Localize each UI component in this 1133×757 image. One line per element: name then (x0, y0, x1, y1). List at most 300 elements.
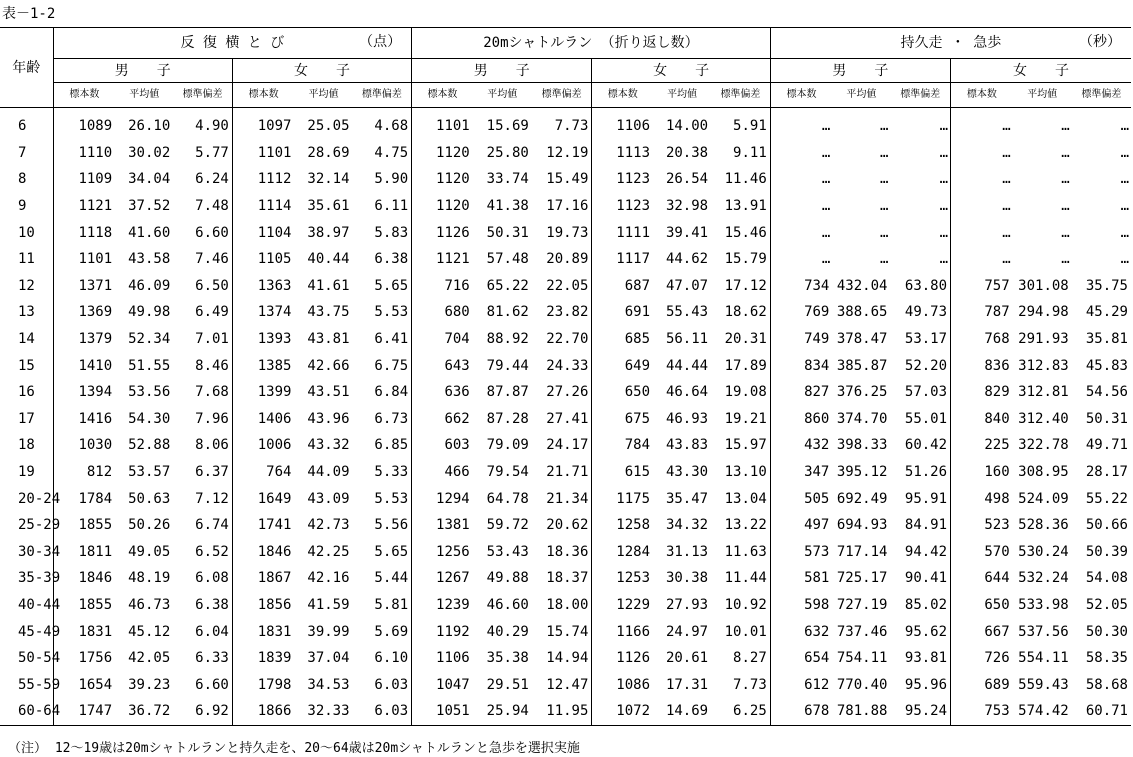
value-cell: 31.13 (665, 543, 709, 560)
value-cell: 1394 (53, 379, 115, 406)
value-cell: 5.83 (374, 224, 409, 241)
value-cell: 574.42 (1013, 698, 1072, 725)
value-cell: 685 (592, 326, 653, 353)
value-cell: 1784 (53, 485, 115, 512)
value-cell: 6.38 (195, 596, 229, 613)
value-cell: 1741 (232, 512, 294, 539)
value-cell: 41.61 (307, 277, 350, 294)
value-cell: 1114 (232, 193, 294, 220)
value-cell: 51.55 (128, 357, 171, 374)
value-cell: 41.60 (128, 224, 171, 241)
value-cell: 5.65 (374, 543, 409, 560)
value-cell: 54.08 (1085, 570, 1128, 587)
value-cell: 6.10 (374, 650, 409, 667)
value-cell: … (951, 166, 1013, 193)
column-header: 標準偏差 (173, 83, 232, 108)
value-cell: 51.26 (904, 464, 948, 481)
value-cell: 1831 (232, 618, 294, 645)
table-row (0, 193, 1131, 220)
value-cell: … (880, 224, 888, 241)
value-cell: 88.92 (486, 331, 529, 348)
value-cell: 59.72 (486, 517, 529, 534)
value-cell: 7.46 (195, 251, 229, 268)
table-row (0, 166, 1131, 193)
value-cell: 39.99 (307, 623, 350, 640)
column-header: 平均値 (1013, 83, 1072, 108)
value-cell: … (880, 251, 888, 268)
value-cell: 1369 (53, 299, 115, 326)
table-row (0, 618, 1131, 645)
value-cell: … (1120, 224, 1128, 241)
footnote: （注） 12～19歳は20mシャトルランと持久走を、20～64歳は20mシャトルランと急歩を選択実施 (8, 741, 580, 756)
value-cell: 37.04 (307, 650, 350, 667)
table-row (0, 698, 1131, 725)
value-cell: 35.81 (1085, 331, 1128, 348)
value-cell: 1030 (53, 432, 115, 459)
value-cell: 376.25 (836, 384, 888, 401)
value-cell: 1371 (53, 273, 115, 300)
value-cell: 46.60 (486, 596, 529, 613)
value-cell: 1126 (412, 219, 473, 246)
value-cell: 39.23 (128, 676, 171, 693)
value-cell: 50.30 (1085, 623, 1128, 640)
value-cell: 64.78 (486, 490, 529, 507)
value-cell: 784 (592, 432, 653, 459)
value-cell: … (951, 140, 1013, 167)
value-cell: 6.85 (374, 437, 409, 454)
value-cell: 836 (951, 352, 1013, 379)
value-cell: 32.14 (307, 171, 350, 188)
value-cell: 1393 (232, 326, 294, 353)
value-cell: 34.53 (307, 676, 350, 693)
value-cell: 33.74 (486, 171, 529, 188)
value-cell: 28.69 (307, 144, 350, 161)
value-cell: 95.91 (904, 490, 948, 507)
value-cell: 689 (951, 671, 1013, 698)
table-row (0, 512, 1131, 539)
value-cell: 27.93 (665, 596, 709, 613)
value-cell: … (880, 118, 888, 135)
value-cell: 1047 (412, 671, 473, 698)
value-cell: 1867 (232, 565, 294, 592)
value-cell: … (1120, 144, 1128, 161)
value-cell: 79.09 (486, 437, 529, 454)
value-cell: 6.50 (195, 277, 229, 294)
value-cell: 18.37 (546, 570, 589, 587)
value-cell: 398.33 (836, 437, 888, 454)
value-cell: … (1061, 118, 1069, 135)
age-cell: 8 (18, 171, 27, 188)
value-cell: … (770, 166, 832, 193)
value-cell: 52.88 (128, 437, 171, 454)
value-cell: 19.73 (546, 224, 589, 241)
value-cell: 35.75 (1085, 277, 1128, 294)
value-cell: … (770, 193, 832, 220)
value-cell: 5.56 (374, 517, 409, 534)
value-cell: 15.49 (546, 171, 589, 188)
value-cell: 1756 (53, 645, 115, 672)
value-cell: 1101 (53, 246, 115, 273)
value-cell: 1374 (232, 299, 294, 326)
value-cell: 1120 (412, 166, 473, 193)
value-cell: 94.42 (904, 543, 948, 560)
value-cell: 25.05 (307, 118, 350, 135)
value-cell: 6.92 (173, 698, 232, 725)
value-cell: 1106 (412, 645, 473, 672)
age-cell: 12 (18, 277, 35, 294)
age-cell: 30-34 (18, 543, 61, 560)
value-cell: 432.04 (836, 277, 888, 294)
table-row (0, 406, 1131, 433)
value-cell: 95.24 (890, 698, 950, 725)
age-cell: 9 (18, 198, 27, 215)
value-cell: … (770, 246, 832, 273)
age-cell: 16 (18, 384, 35, 401)
value-cell: 528.36 (1018, 517, 1069, 534)
table-row (0, 671, 1131, 698)
value-cell: 347 (770, 459, 832, 486)
table-row (0, 246, 1131, 273)
value-cell: 691 (592, 299, 653, 326)
value-cell: 18.62 (724, 304, 767, 321)
value-cell: 15.79 (724, 251, 767, 268)
value-cell: 58.68 (1085, 676, 1128, 693)
value-cell: 24.97 (665, 623, 709, 640)
value-cell: 632 (770, 618, 832, 645)
value-cell: 1839 (232, 645, 294, 672)
value-cell: 60.71 (1072, 698, 1131, 725)
value-cell: 1097 (232, 113, 294, 140)
value-cell: 40.44 (307, 251, 350, 268)
value-cell: 312.81 (1018, 384, 1069, 401)
value-cell: 5.65 (374, 277, 409, 294)
value-cell: 1363 (232, 273, 294, 300)
value-cell: 6.75 (374, 357, 409, 374)
value-cell: 15.69 (486, 118, 529, 135)
value-cell: 50.66 (1085, 517, 1128, 534)
value-cell: 43.75 (307, 304, 350, 321)
value-cell: 65.22 (486, 277, 529, 294)
value-cell: 13.22 (724, 517, 767, 534)
value-cell: 42.66 (307, 357, 350, 374)
value-cell: 692.49 (836, 490, 888, 507)
value-cell: 650 (951, 592, 1013, 619)
value-cell: 6.60 (195, 676, 229, 693)
value-cell: 644 (951, 565, 1013, 592)
value-cell: 687 (592, 273, 653, 300)
value-cell: 44.44 (665, 357, 709, 374)
value-cell: 20.61 (665, 650, 709, 667)
value-cell: 46.09 (128, 277, 171, 294)
value-cell: 26.10 (128, 118, 171, 135)
value-cell: 603 (412, 432, 473, 459)
value-cell: 17.89 (724, 357, 767, 374)
age-cell: 11 (18, 251, 35, 268)
age-cell: 10 (18, 224, 35, 241)
value-cell: 6.49 (195, 304, 229, 321)
value-cell: 15.74 (546, 623, 589, 640)
value-cell: 84.91 (904, 517, 948, 534)
value-cell: 55.43 (665, 304, 709, 321)
value-cell: 15.97 (724, 437, 767, 454)
value-cell: 1121 (53, 193, 115, 220)
age-cell: 7 (18, 144, 27, 161)
value-cell: 1121 (412, 246, 473, 273)
value-cell: 1086 (592, 671, 653, 698)
value-cell: 1109 (53, 166, 115, 193)
value-cell: 11.46 (724, 171, 767, 188)
value-cell: 1855 (53, 512, 115, 539)
value-cell: 1120 (412, 193, 473, 220)
value-cell: 1051 (412, 698, 473, 725)
value-cell: 4.90 (195, 118, 229, 135)
age-cell: 35-39 (18, 570, 61, 587)
value-cell: … (880, 144, 888, 161)
value-cell: 834 (770, 352, 832, 379)
value-cell: 20.31 (724, 331, 767, 348)
value-cell: 769 (770, 299, 832, 326)
table-row (0, 485, 1131, 512)
value-cell: 13.91 (724, 198, 767, 215)
value-cell: 49.88 (486, 570, 529, 587)
value-cell: 5.53 (374, 490, 409, 507)
group-unit: （秒） (1079, 34, 1121, 50)
value-cell: 34.32 (665, 517, 709, 534)
table-row (0, 299, 1131, 326)
value-cell: … (1120, 171, 1128, 188)
value-cell: 54.30 (128, 410, 171, 427)
value-cell: 50.63 (128, 490, 171, 507)
value-cell: 734 (770, 273, 832, 300)
value-cell: 25.94 (473, 698, 532, 725)
value-cell: 840 (951, 406, 1013, 433)
value-cell: 612 (770, 671, 832, 698)
value-cell: 1811 (53, 539, 115, 566)
value-cell: 694.93 (836, 517, 888, 534)
value-cell: 498 (951, 485, 1013, 512)
value-cell: 1399 (232, 379, 294, 406)
table-row (0, 273, 1131, 300)
value-cell: 32.98 (665, 198, 709, 215)
value-cell: 532.24 (1018, 570, 1069, 587)
column-header: 平均値 (653, 83, 711, 108)
value-cell: … (939, 118, 948, 135)
value-cell: 87.87 (486, 384, 529, 401)
value-cell: 35.38 (486, 650, 529, 667)
value-cell: 5.69 (374, 623, 409, 640)
value-cell: 85.02 (904, 596, 948, 613)
value-cell: 654 (770, 645, 832, 672)
value-cell: 1649 (232, 485, 294, 512)
value-cell: 725.17 (836, 570, 888, 587)
value-cell: … (770, 113, 832, 140)
value-cell: 6.38 (374, 251, 409, 268)
value-cell: 573 (770, 539, 832, 566)
value-cell: 1381 (412, 512, 473, 539)
value-cell: 34.04 (128, 171, 171, 188)
value-cell: 52.05 (1085, 596, 1128, 613)
value-cell: 13.04 (724, 490, 767, 507)
value-cell: 27.26 (546, 384, 589, 401)
table-row (0, 432, 1131, 459)
value-cell: 52.34 (128, 331, 171, 348)
value-cell: 52.20 (904, 357, 948, 374)
value-cell: 1123 (592, 193, 653, 220)
value-cell: 17.16 (546, 198, 589, 215)
value-cell: 5.91 (733, 118, 767, 135)
column-header: 平均値 (115, 83, 173, 108)
value-cell: 7.68 (195, 384, 229, 401)
value-cell: 20.62 (546, 517, 589, 534)
sex-header: 女 子 (951, 59, 1131, 83)
column-header: 平均値 (832, 83, 890, 108)
value-cell: 1118 (53, 219, 115, 246)
column-header: 標準偏差 (890, 83, 950, 108)
sex-header: 女 子 (232, 59, 411, 83)
value-cell: 27.41 (546, 410, 589, 427)
value-cell: 49.71 (1085, 437, 1128, 454)
value-cell: 1166 (592, 618, 653, 645)
value-cell: 5.81 (374, 596, 409, 613)
value-cell: 53.17 (904, 331, 948, 348)
value-cell: 53.57 (128, 464, 171, 481)
value-cell: 10.01 (724, 623, 767, 640)
value-cell: 79.54 (486, 464, 529, 481)
value-cell: 570 (951, 539, 1013, 566)
value-cell: 79.44 (486, 357, 529, 374)
value-cell: 1831 (53, 618, 115, 645)
value-cell: 8.46 (195, 357, 229, 374)
value-cell: 768 (951, 326, 1013, 353)
sex-header-row (0, 59, 1131, 83)
value-cell: … (770, 140, 832, 167)
value-cell: 95.62 (904, 623, 948, 640)
value-cell: 1123 (592, 166, 653, 193)
value-cell: 667 (951, 618, 1013, 645)
value-cell: 432 (770, 432, 832, 459)
value-cell: 57.48 (486, 251, 529, 268)
value-cell: 32.33 (294, 698, 352, 725)
value-cell: 322.78 (1018, 437, 1069, 454)
group-header-side-step (53, 28, 412, 59)
value-cell: 5.33 (374, 464, 409, 481)
value-cell: 46.73 (128, 596, 171, 613)
value-cell: 225 (951, 432, 1013, 459)
value-cell: 6.52 (195, 543, 229, 560)
value-cell: 1126 (592, 645, 653, 672)
value-cell: 45.29 (1085, 304, 1128, 321)
value-cell: 46.64 (665, 384, 709, 401)
value-cell: 1798 (232, 671, 294, 698)
value-cell: 6.03 (374, 676, 409, 693)
value-cell: 1110 (53, 140, 115, 167)
table-title: 表－1-2 (2, 6, 56, 22)
value-cell: 4.75 (374, 144, 409, 161)
value-cell: … (1061, 251, 1069, 268)
value-cell: … (1120, 118, 1128, 135)
value-cell: 24.33 (546, 357, 589, 374)
value-cell: 294.98 (1018, 304, 1069, 321)
value-cell: 22.05 (546, 277, 589, 294)
value-cell: 55.22 (1085, 490, 1128, 507)
value-cell: 50.26 (128, 517, 171, 534)
value-cell: 53.43 (486, 543, 529, 560)
value-cell: 90.41 (904, 570, 948, 587)
table-row (0, 645, 1131, 672)
age-cell: 14 (18, 331, 35, 348)
value-cell: 4.68 (374, 118, 409, 135)
value-cell: … (939, 198, 948, 215)
value-cell: 388.65 (836, 304, 888, 321)
column-header: 標本数 (770, 83, 832, 108)
value-cell: 6.04 (195, 623, 229, 640)
table-row (0, 352, 1131, 379)
value-cell: 1175 (592, 485, 653, 512)
value-cell: 18.00 (546, 596, 589, 613)
value-cell: 54.56 (1085, 384, 1128, 401)
value-cell: 860 (770, 406, 832, 433)
value-cell: 19.08 (724, 384, 767, 401)
value-cell: … (939, 224, 948, 241)
value-cell: 737.46 (836, 623, 888, 640)
column-header: 平均値 (473, 83, 532, 108)
value-cell: 53.56 (128, 384, 171, 401)
value-cell: 50.31 (486, 224, 529, 241)
value-cell: 581 (770, 565, 832, 592)
value-cell: 14.94 (546, 650, 589, 667)
value-cell: 43.09 (307, 490, 350, 507)
value-cell: 93.81 (904, 650, 948, 667)
value-cell: 1112 (232, 166, 294, 193)
group-header-endurance (770, 28, 1131, 59)
value-cell: 47.07 (665, 277, 709, 294)
value-cell: 505 (770, 485, 832, 512)
value-cell: 8.06 (195, 437, 229, 454)
value-cell: 308.95 (1018, 464, 1069, 481)
value-cell: 704 (412, 326, 473, 353)
value-cell: 87.28 (486, 410, 529, 427)
group-name: 持久走 ・ 急歩 (900, 35, 1002, 51)
value-cell: 6.74 (195, 517, 229, 534)
value-cell: 7.73 (554, 118, 589, 135)
value-cell: 6.25 (711, 698, 770, 725)
sex-header: 男 子 (53, 59, 232, 83)
age-cell: 40-44 (18, 596, 61, 613)
value-cell: 1106 (592, 113, 653, 140)
value-cell: 523 (951, 512, 1013, 539)
value-cell: 675 (592, 406, 653, 433)
value-cell: 1101 (232, 140, 294, 167)
value-cell: 636 (412, 379, 473, 406)
value-cell: 26.54 (665, 171, 709, 188)
value-cell: 5.90 (374, 171, 409, 188)
value-cell: 787 (951, 299, 1013, 326)
value-cell: 6.84 (374, 384, 409, 401)
value-cell: 1104 (232, 219, 294, 246)
value-cell: 20.89 (546, 251, 589, 268)
value-cell: 1256 (412, 539, 473, 566)
age-cell: 17 (18, 410, 35, 427)
value-cell: … (951, 246, 1013, 273)
value-cell: 42.05 (128, 650, 171, 667)
value-cell: … (1120, 198, 1128, 215)
value-cell: 829 (951, 379, 1013, 406)
value-cell: 1846 (232, 539, 294, 566)
value-cell: 530.24 (1018, 543, 1069, 560)
value-cell: 38.97 (307, 224, 350, 241)
value-cell: … (939, 171, 948, 188)
value-cell: 1379 (53, 326, 115, 353)
